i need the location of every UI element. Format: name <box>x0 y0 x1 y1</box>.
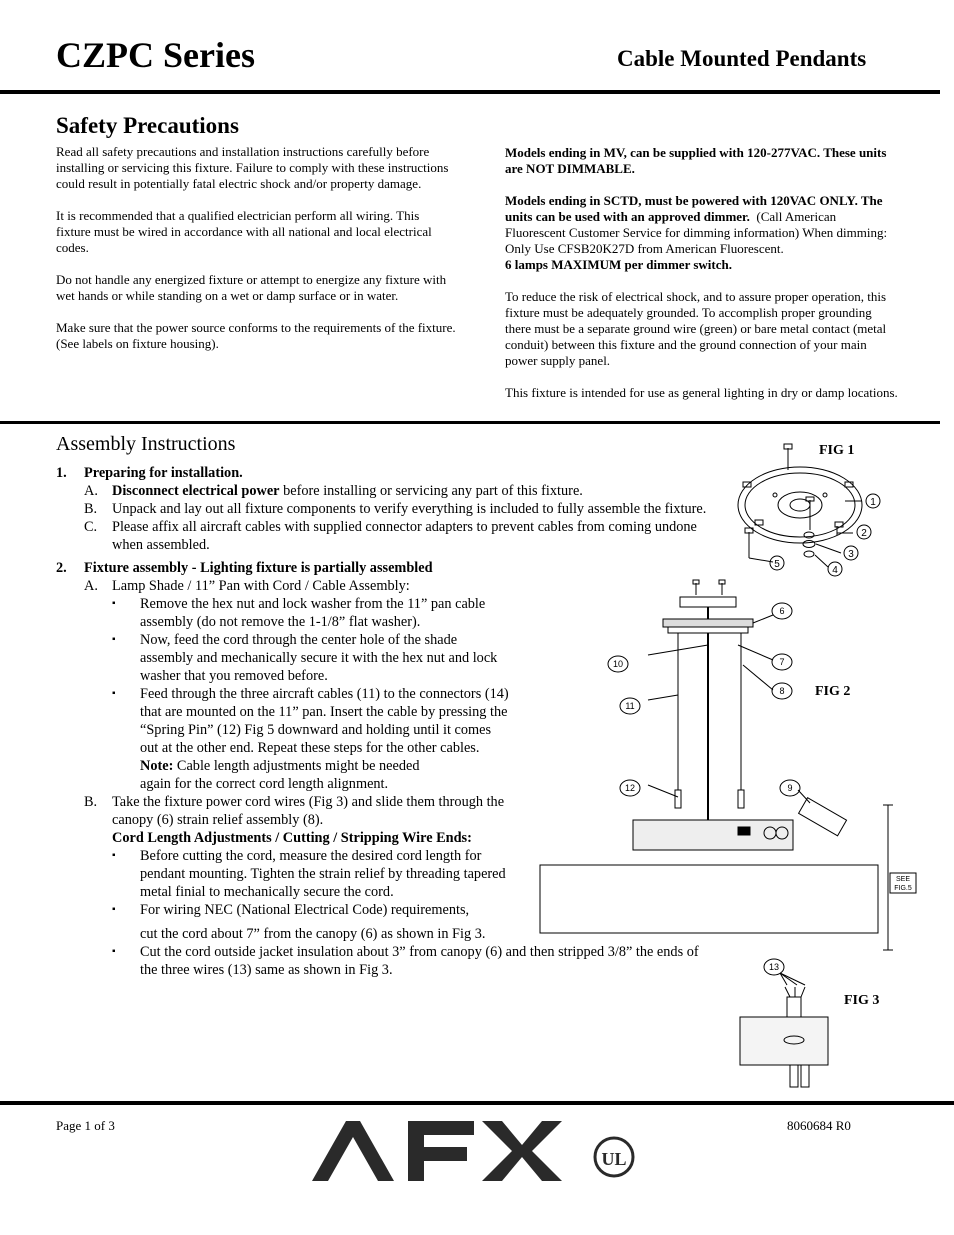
fig2-label: FIG 2 <box>815 684 851 699</box>
sctd-normal: (Call American Fluorescent Customer Service for dimming information) When dimming: Only Use CFSB20K27D from American Fluorescent. <box>505 209 888 256</box>
step-2b-bullet: ▪ Before cutting the cord, measure the desired cord length for pendant mounting. Tighten the strain relief by threading tapered metal finial to mechanically secure the cord. <box>112 848 506 900</box>
safety-left-column <box>56 144 456 368</box>
header-divider <box>0 90 940 94</box>
section-divider <box>0 421 940 424</box>
step-2b-bullet: ▪ Cut the cord outside jacket insulation about 3” from canopy (6) and then stripped 3/8” the ends of the three wires (13) same as shown in Fig 3. <box>112 944 699 978</box>
step-2b: B. Take the fixture power cord wires (Fig 3) and slide them through the canopy (6) strain relief assembly (8). <box>84 794 505 828</box>
fig2-callout: 11 <box>625 701 635 711</box>
fig2-callout: 6 <box>779 606 785 616</box>
fig2-callout: 9 <box>787 783 793 793</box>
step-1c: C. Please affix all aircraft cables with supplied connector adapters to prevent cables from coming undone when assembled. <box>84 519 697 553</box>
fig1-callout: 4 <box>832 565 838 576</box>
fig3-label: FIG 3 <box>844 993 880 1008</box>
fig1-callout: 3 <box>848 549 854 560</box>
document-subtitle: Cable Mounted Pendants <box>617 46 867 71</box>
fig1-callout: 2 <box>861 528 867 539</box>
safety-paragraph: Make sure that the power source conforms to the requirements of the fixture. (See labels on fixture housing). <box>56 320 456 351</box>
fig2-callout: 7 <box>779 657 785 667</box>
step-1-heading: 1. Preparing for installation. <box>56 465 243 481</box>
step-2b-subtitle: Cord Length Adjustments / Cutting / Stripping Wire Ends: <box>112 830 472 846</box>
sctd-bold: Models ending in SCTD, must be powered with 120VAC ONLY. The units can be used with an approved dimmer. <box>505 193 883 224</box>
step-2a: A. Lamp Shade / 11” Pan with Cord / Cable Assembly: <box>84 578 410 594</box>
ul-mark-text: UL <box>601 1149 627 1169</box>
location-note: This fixture is intended for use as general lighting in dry or damp locations. <box>505 385 898 400</box>
step-2a-bullet: ▪ Feed through the three aircraft cables (11) to the connectors (14) that are mounted on the 11” pan. Insert the cable by pressing the “Spring Pin” (12) Fig 5 downward and holding until it comes out at the other end. Repeat these steps for the other cables. <box>112 686 509 756</box>
step-2a-bullet: ▪ Remove the hex nut and lock washer from the 11” pan cable assembly (do not remove the 1-1/8” flat washer). <box>112 596 486 630</box>
safety-heading: Safety Precautions <box>56 113 239 138</box>
step-2-heading: 2. Fixture assembly - Lighting fixture is partially assembled <box>56 560 433 576</box>
step-2a-note: Note: Cable length adjustments might be needed again for the correct cord length alignment. <box>140 758 420 792</box>
fig2-callout: 12 <box>624 783 636 793</box>
footer-divider <box>0 1101 954 1105</box>
fig2-callout: 8 <box>779 686 785 696</box>
mv-note: Models ending in MV, can be supplied with 120-277VAC. These units are NOT DIMMABLE. <box>505 145 887 176</box>
assembly-heading: Assembly Instructions <box>56 433 236 455</box>
fig3-callout: 13 <box>768 962 780 972</box>
page-number: Page 1 of 3 <box>56 1118 115 1133</box>
fig1-mounting-plate-diagram <box>725 440 895 580</box>
see-fig-text: SEE <box>895 876 911 883</box>
sctd-note <box>505 193 900 257</box>
document-number: 8060684 R0 <box>787 1118 851 1133</box>
safety-right-column <box>505 145 900 417</box>
fig3-wire-stripping-diagram <box>735 955 835 1090</box>
step-2b-bullet-continued: cut the cord about 7” from the canopy (6) as shown in Fig 3. <box>140 926 486 942</box>
fig2-pendant-assembly-diagram <box>538 575 923 960</box>
fig1-callout: 1 <box>870 497 876 508</box>
see-fig-text: FIG.5 <box>894 885 912 892</box>
safety-paragraph: Do not handle any energized fixture or attempt to energize any fixture with wet hands or while standing on a wet or damp surface or in water. <box>56 272 447 303</box>
safety-paragraph: It is recommended that a qualified electrician perform all wiring. This fixture must be wired in accordance with all national and local electrical codes. <box>56 208 432 255</box>
afx-logo <box>312 1115 642 1187</box>
step-2b-bullet: ▪ For wiring NEC (National Electrical Code) requirements, <box>112 902 470 918</box>
fig1-label: FIG 1 <box>819 443 855 458</box>
ground-note: To reduce the risk of electrical shock, and to assure proper operation, this fixture must be adequately grounded. To accomplish proper grounding there must be a separate ground wire (green) or bare metal contact (metal conduit) between this fixture and the ground connection of your main power supply panel. <box>505 289 887 368</box>
step-2a-bullet: ▪ Now, feed the cord through the center hole of the shade assembly and mechanically secure it with the hex nut and lock washer that you removed before. <box>112 632 498 684</box>
step-1a: A. Disconnect electrical power before installing or servicing any part of this fixture. <box>84 483 583 499</box>
fig1-callout: 5 <box>774 559 780 570</box>
safety-paragraph: Read all safety precautions and installation instructions carefully before installing or servicing this fixture. Failure to comply with these instructions could result in potentially fatal electric shock and/or property damage. <box>56 144 449 191</box>
fig2-callout: 10 <box>612 659 624 669</box>
sctd-max: 6 lamps MAXIMUM per dimmer switch. <box>505 257 732 272</box>
document-title: CZPC Series <box>56 35 255 75</box>
step-1b: B. Unpack and lay out all fixture components to verify everything is included to fully assemble the fixture. <box>84 501 707 517</box>
